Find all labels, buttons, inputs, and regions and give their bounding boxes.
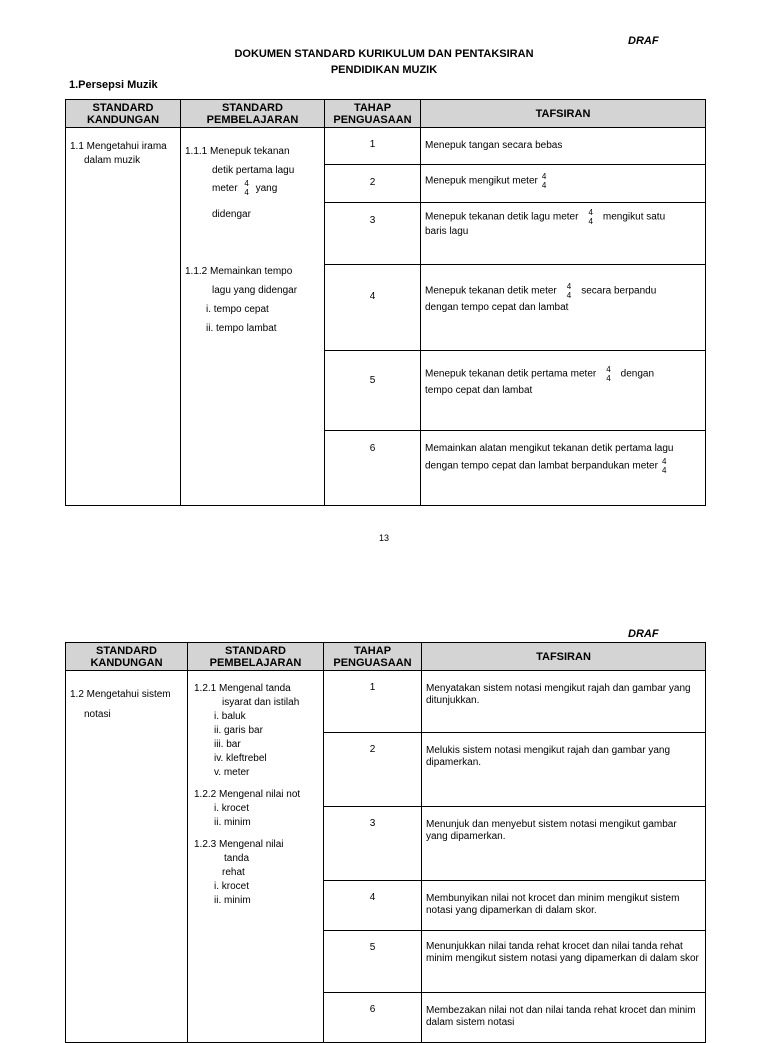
level-cell: 4 (324, 881, 422, 931)
time-signature: 4 4 (541, 172, 547, 190)
header-tahap-penguasaan: TAHAP PENGUASAAN (324, 643, 422, 671)
level-cell: 6 (325, 431, 421, 506)
tafsiran-cell: Menepuk mengikut meter 4 4 (421, 165, 706, 203)
level-cell: 5 (325, 351, 421, 431)
document-subtitle: PENDIDIKAN MUZIK (330, 64, 438, 76)
pembelajaran-cell: 1.2.1 Mengenal tanda isyarat dan istilah i. baluk ii. garis bar iii. bar iv. kleftrebel v. meter 1.2.2 Mengenal nilai not i. krocet ii. minim 1.2.3 Mengenal nilai tanda rehat i. krocet ii. minim (188, 671, 324, 1043)
header-standard-kandungan: STANDARD KANDUNGAN (66, 643, 188, 671)
tafsiran-cell: Menyatakan sistem notasi mengikut rajah dan gambar yang ditunjukkan. (422, 671, 706, 733)
page-number: 13 (378, 533, 389, 543)
time-signature: 4 4 (661, 457, 667, 475)
level-cell: 5 (324, 931, 422, 993)
time-signature: 4 4 (244, 179, 249, 197)
level-cell: 4 (325, 265, 421, 351)
level-cell: 1 (325, 128, 421, 165)
time-signature: 4 4 (588, 208, 593, 226)
time-signature: 4 4 (566, 282, 572, 300)
document-title: DOKUMEN STANDARD KURIKULUM DAN PENTAKSIRAN (234, 48, 534, 60)
section-heading: 1.Persepsi Muzik (69, 79, 158, 91)
header-tafsiran: TAFSIRAN (422, 643, 706, 671)
level-cell: 1 (324, 671, 422, 733)
level-cell: 3 (324, 807, 422, 881)
tafsiran-cell: Melukis sistem notasi mengikut rajah dan gambar yang dipamerkan. (422, 733, 706, 807)
header-tahap-penguasaan: TAHAP PENGUASAAN (325, 100, 421, 128)
tafsiran-cell: Menepuk tekanan detik pertama meter 4 4 dengan tempo cepat dan lambat (421, 351, 706, 431)
tafsiran-cell: Memainkan alatan mengikut tekanan detik pertama lagu dengan tempo cepat dan lambat berpandukan meter 4 4 (421, 431, 706, 506)
header-standard-kandungan: STANDARD KANDUNGAN (66, 100, 181, 128)
kandungan-cell: 1.1 Mengetahui irama dalam muzik (66, 128, 181, 506)
header-standard-pembelajaran: STANDARD PEMBELAJARAN (181, 100, 325, 128)
tafsiran-cell: Menepuk tekanan detik meter 4 4 secara berpandu dengan tempo cepat dan lambat (421, 265, 706, 351)
level-cell: 6 (324, 993, 422, 1043)
time-signature: 4 4 (606, 365, 611, 383)
header-standard-pembelajaran: STANDARD PEMBELAJARAN (188, 643, 324, 671)
tafsiran-cell: Menepuk tekanan detik lagu meter 4 4 mengikut satu baris lagu (421, 203, 706, 265)
kandungan-cell: 1.2 Mengetahui sistem notasi (66, 671, 188, 1043)
tafsiran-cell: Menunjukkan nilai tanda rehat krocet dan nilai tanda rehat minim mengikut sistem notasi yang dipamerkan di dalam skor (422, 931, 706, 993)
draft-label: DRAF (628, 35, 659, 47)
draft-label: DRAF (628, 628, 659, 640)
standards-table-2 (65, 642, 706, 1043)
tafsiran-cell: Menunjuk dan menyebut sistem notasi mengikut gambar yang dipamerkan. (422, 807, 706, 881)
header-tafsiran: TAFSIRAN (421, 100, 706, 128)
standards-table-1 (65, 99, 706, 506)
tafsiran-cell: Membezakan nilai not dan nilai tanda rehat krocet dan minim dalam sistem notasi (422, 993, 706, 1043)
level-cell: 3 (325, 203, 421, 265)
tafsiran-cell: Membunyikan nilai not krocet dan minim mengikut sistem notasi yang dipamerkan di dalam skor. (422, 881, 706, 931)
level-cell: 2 (324, 733, 422, 807)
level-cell: 2 (325, 165, 421, 203)
pembelajaran-cell: 1.1.1 Menepuk tekanan detik pertama lagu meter 4 4 yang didengar 1.1.2 Memainkan tempo lagu yang didengar i. tempo cepat ii. tempo lambat (181, 128, 325, 506)
tafsiran-cell: Menepuk tangan secara bebas (421, 128, 706, 165)
